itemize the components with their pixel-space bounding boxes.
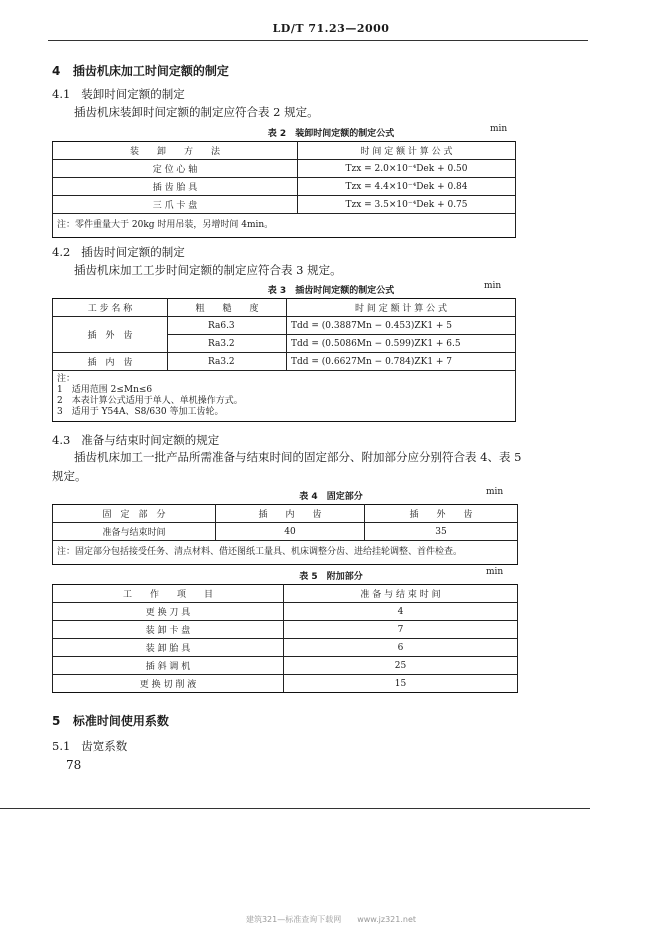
subsection-title: 准备与结束时间定额的规定 <box>81 433 220 447</box>
table-cell: 4 <box>284 603 518 621</box>
table-5 <box>52 584 518 693</box>
column-header: 时 间 定 额 计 算 公 式 <box>298 142 516 160</box>
table-cell: 35 <box>365 523 518 541</box>
table-4 <box>52 504 518 565</box>
table-3-unit: min <box>484 281 502 291</box>
section-title: 插齿机床加工时间定额的制定 <box>72 64 229 78</box>
table-cell: Tzx = 2.0×10⁻⁴Dek + 0.50 <box>298 160 516 178</box>
table-row <box>53 675 518 693</box>
note-line: 3 适用于 Y54A、S8/630 等加工齿轮。 <box>57 407 224 417</box>
table-cell: 更 换 刀 具 <box>53 603 284 621</box>
section-4-heading <box>52 62 229 79</box>
table-cell: 装 卸 胎 具 <box>53 639 284 657</box>
table-note-row <box>53 541 518 565</box>
table-cell: Ra3.2 <box>168 353 287 371</box>
footer-rule <box>0 808 590 809</box>
table-header-row <box>53 585 518 603</box>
table-note-row <box>53 214 516 238</box>
subsection-number: 5.1 <box>52 739 71 753</box>
note-line: 注： <box>57 374 76 384</box>
table-row <box>53 317 516 335</box>
subsection-number: 4.1 <box>52 87 71 101</box>
column-header: 插 内 齿 <box>216 505 365 523</box>
subsection-4-1-heading <box>52 86 185 102</box>
paragraph-4-3-line-2: 规定。 <box>52 469 87 483</box>
table-3-caption: 表 3 插齿时间定额的制定公式 <box>267 286 395 296</box>
standard-header: LD/T 71.23—2000 <box>272 22 390 35</box>
note-line: 2 本表计算公式适用于单人、单机操作方式。 <box>57 396 243 406</box>
table-cell: 插 齿 胎 具 <box>53 178 298 196</box>
table-row <box>53 657 518 675</box>
table-4-unit: min <box>486 487 504 497</box>
table-header-row <box>53 299 516 317</box>
table-cell: Ra6.3 <box>168 317 287 335</box>
table-row <box>53 160 516 178</box>
table-2-caption: 表 2 装卸时间定额的制定公式 <box>267 129 395 139</box>
table-cell: 40 <box>216 523 365 541</box>
column-header: 工 作 项 目 <box>53 585 284 603</box>
footer-watermark: 建筑321—标准查询下载网 www.jz321.net <box>245 915 417 924</box>
table-header-row <box>53 505 518 523</box>
table-note: 注：零件重量大于 20kg 时用吊装，另增时间 4min。 <box>53 214 516 238</box>
table-header-row <box>53 142 516 160</box>
table-cell: 6 <box>284 639 518 657</box>
table-cell: 15 <box>284 675 518 693</box>
table-notes <box>53 371 516 422</box>
table-2 <box>52 141 516 238</box>
table-note: 注：固定部分包括接受任务、清点材料、借还图纸工量具、机床调整分齿、进给挂轮调整、首件检查。 <box>53 541 518 565</box>
page-number: 78 <box>66 758 82 772</box>
table-5-unit: min <box>486 567 504 577</box>
section-number: 5 <box>52 714 61 728</box>
section-number: 4 <box>52 64 61 78</box>
paragraph-4-1: 插齿机床装卸时间定额的制定应符合表 2 规定。 <box>74 105 319 119</box>
subsection-4-3-heading <box>52 432 219 448</box>
table-cell: 更 换 切 削 液 <box>53 675 284 693</box>
table-cell: 插 外 齿 <box>53 317 168 353</box>
table-cell: 定 位 心 轴 <box>53 160 298 178</box>
table-3 <box>52 298 516 422</box>
table-4-caption: 表 4 固定部分 <box>299 492 363 502</box>
table-row <box>53 196 516 214</box>
table-note-row <box>53 371 516 422</box>
column-header: 粗 糙 度 <box>168 299 287 317</box>
table-cell: 7 <box>284 621 518 639</box>
column-header: 装 卸 方 法 <box>53 142 298 160</box>
table-cell: Tzx = 3.5×10⁻⁴Dek + 0.75 <box>298 196 516 214</box>
table-5-caption: 表 5 附加部分 <box>299 572 363 582</box>
subsection-number: 4.3 <box>52 433 71 447</box>
table-cell: 插 斜 调 机 <box>53 657 284 675</box>
column-header: 插 外 齿 <box>365 505 518 523</box>
table-cell: Ra3.2 <box>168 335 287 353</box>
table-row <box>53 621 518 639</box>
table-2-unit: min <box>490 124 508 134</box>
table-cell: 装 卸 卡 盘 <box>53 621 284 639</box>
header-rule <box>48 40 588 41</box>
subsection-5-1-heading <box>52 738 127 754</box>
table-cell: Tzx = 4.4×10⁻⁴Dek + 0.84 <box>298 178 516 196</box>
table-cell: Tdd = (0.5086Mn − 0.599)ZK1 + 6.5 <box>287 335 516 353</box>
column-header: 时 间 定 额 计 算 公 式 <box>287 299 516 317</box>
table-row <box>53 178 516 196</box>
section-5-heading <box>52 712 169 729</box>
table-cell: 25 <box>284 657 518 675</box>
table-cell: Tdd = (0.3887Mn − 0.453)ZK1 + 5 <box>287 317 516 335</box>
paragraph-4-3-line-1: 插齿机床加工一批产品所需准备与结束时间的固定部分、附加部分应分别符合表 4、表 5 <box>74 450 522 464</box>
paragraph-4-2: 插齿机床加工工步时间定额的制定应符合表 3 规定。 <box>74 263 342 277</box>
table-row <box>53 523 518 541</box>
subsection-number: 4.2 <box>52 245 71 259</box>
subsection-title: 装卸时间定额的制定 <box>81 87 185 101</box>
note-line: 1 适用范围 2≤Mn≤6 <box>57 385 153 395</box>
subsection-title: 插齿时间定额的制定 <box>81 245 185 259</box>
table-cell: 插 内 齿 <box>53 353 168 371</box>
column-header: 工 步 名 称 <box>53 299 168 317</box>
subsection-title: 齿宽系数 <box>81 739 128 753</box>
section-title: 标准时间使用系数 <box>72 714 169 728</box>
table-cell: Tdd = (0.6627Mn − 0.784)ZK1 + 7 <box>287 353 516 371</box>
subsection-4-2-heading <box>52 244 185 260</box>
table-row <box>53 353 516 371</box>
column-header: 固 定 部 分 <box>53 505 216 523</box>
table-row <box>53 639 518 657</box>
table-cell: 准备与结束时间 <box>53 523 216 541</box>
table-row <box>53 603 518 621</box>
column-header: 准 备 与 结 束 时 间 <box>284 585 518 603</box>
table-cell: 三 爪 卡 盘 <box>53 196 298 214</box>
